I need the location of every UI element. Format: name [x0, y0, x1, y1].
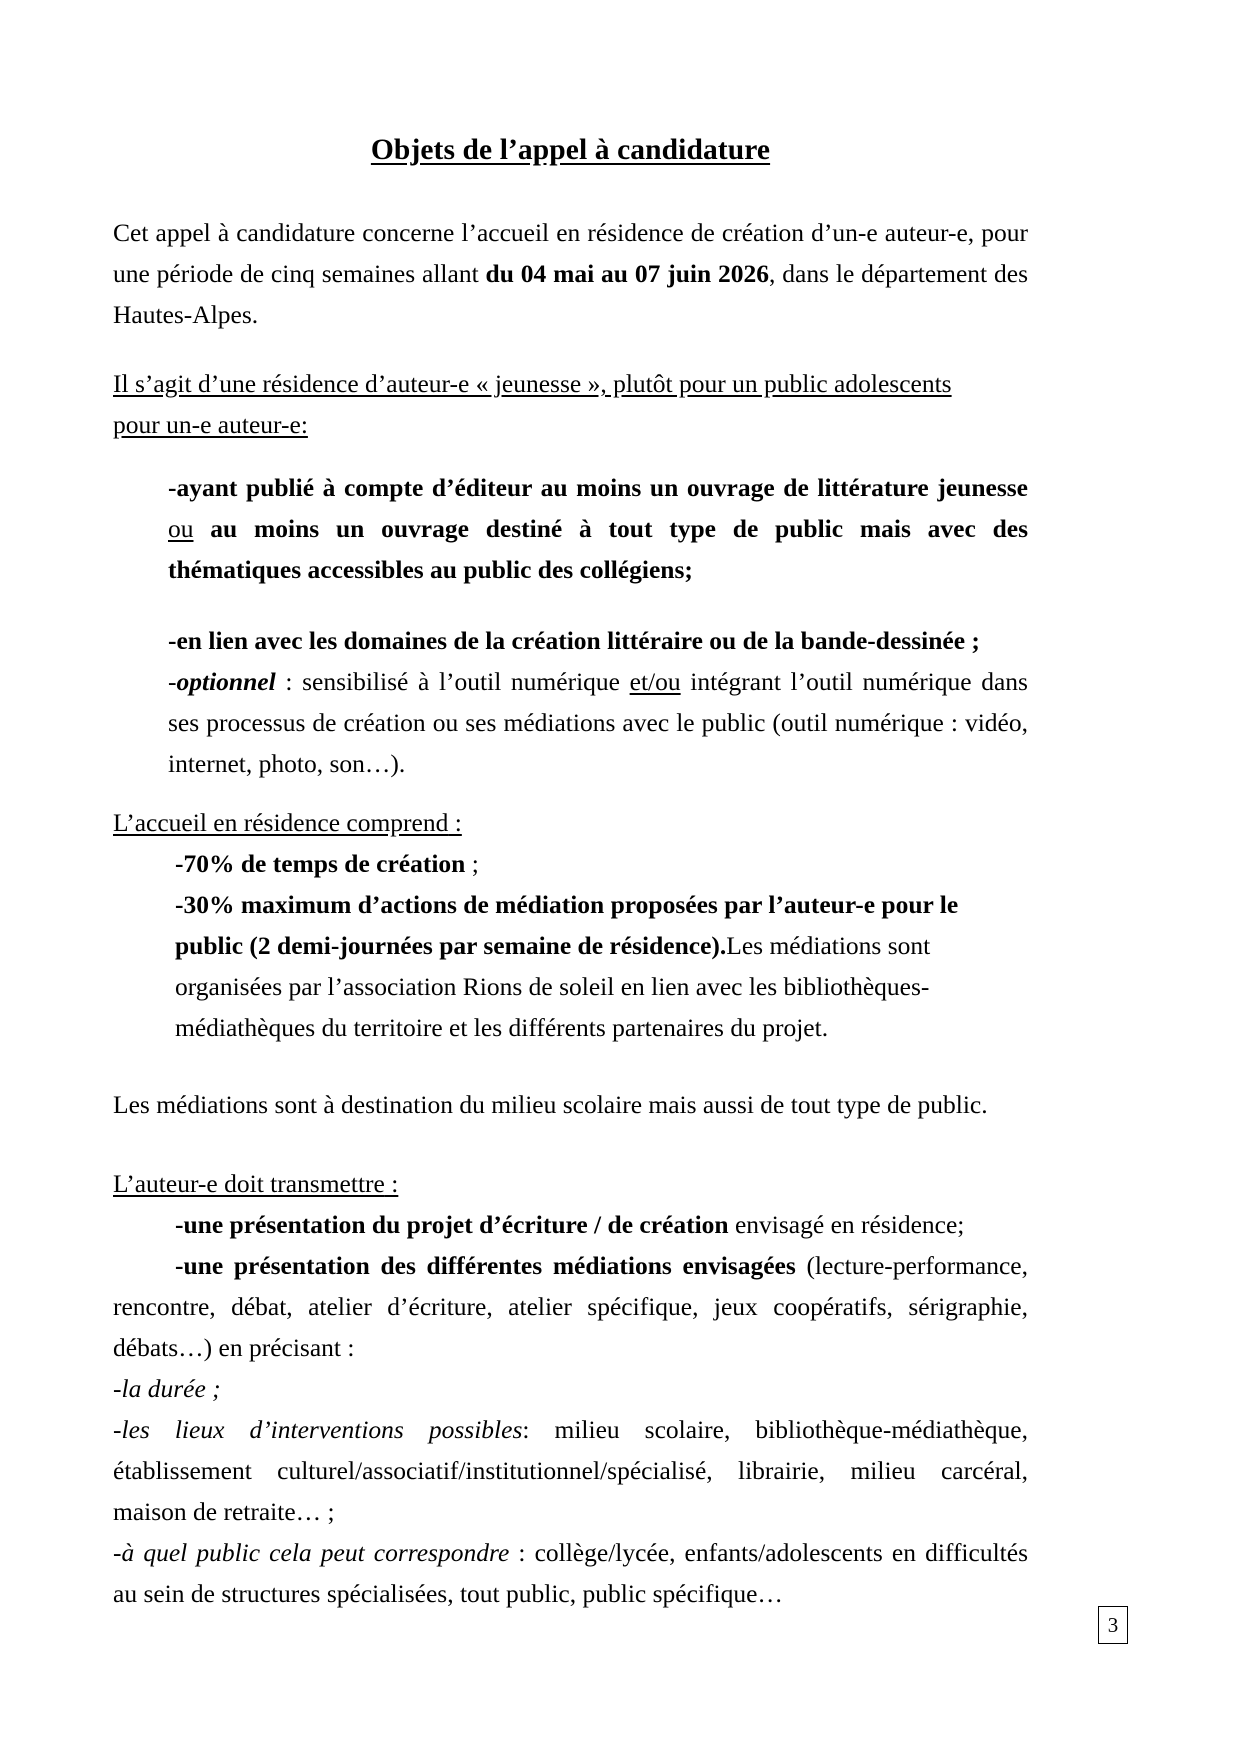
- intro-text-part1: Cet appel à candidature concerne l’accueil en résidence de création d’un-e auteur-e, pour une période de cinq semaines allant: [113, 218, 1028, 288]
- accueil-heading: [113, 802, 1028, 843]
- residence-heading-line2: pour un-e auteur-e:: [113, 410, 308, 439]
- transmettre-item-1: [113, 1204, 1028, 1245]
- intro-paragraph: [113, 212, 1028, 335]
- accueil-heading-text: L’accueil en résidence comprend: [113, 808, 449, 837]
- page-number: 3: [1107, 1612, 1119, 1637]
- bullet-2-etou: et/ou: [629, 667, 681, 696]
- transmettre-heading-colon: :: [384, 1169, 399, 1198]
- accueil-heading-colon: :: [448, 808, 462, 837]
- bullet-2-paragraph: [168, 661, 1028, 784]
- bullet-2-bold-line: [168, 620, 1028, 661]
- bullet-2-text-b: intégrant l’outil numérique dans ses processus de création ou ses médiations avec le public (outil numérique : vidéo, internet, photo, son…).: [168, 667, 1028, 778]
- transmettre-sub-2-italic: -les lieux d’interventions possibles: [113, 1415, 523, 1444]
- transmettre-sub-2-tail: : milieu scolaire, bibliothèque-médiathèque, établissement culturel/associatif/institutionnel/spécialisé, librairie, milieu carcéral, maison de retraite… ;: [113, 1415, 1029, 1526]
- transmettre-sub-1-italic: -la durée ;: [113, 1374, 221, 1403]
- accueil-item-2-tail: Les médiations sont organisées par l’association Rions de soleil en lien avec les bibliothèques-médiathèques du territoire et les différents partenaires du projet.: [175, 931, 931, 1042]
- transmettre-sub-3-tail: : collège/lycée, enfants/adolescents en difficultés au sein de structures spécialisées, tout public, public spécifique…: [113, 1538, 1028, 1608]
- accueil-item-2: [175, 884, 975, 1048]
- document-body: [113, 0, 1028, 1614]
- transmettre-sub-2: [113, 1409, 1028, 1532]
- residence-bullet-1: [168, 467, 1028, 590]
- transmettre-item-1-tail: envisagé en résidence;: [728, 1210, 965, 1239]
- bullet-1-ou: ou: [168, 514, 194, 543]
- intro-dates: du 04 mai au 07 juin 2026: [485, 259, 770, 288]
- page-title: Objets de l’appel à candidature: [370, 134, 771, 166]
- transmettre-item-2-tail: (lecture-performance, rencontre, débat, atelier d’écriture, atelier spécifique, jeux coopératifs, sérigraphie, débats…) en précisant :: [113, 1251, 1028, 1362]
- accueil-item-1-bold: -70% de temps de création: [175, 849, 466, 878]
- transmettre-item-2-bold: -une présentation des différentes médiations envisagées: [175, 1251, 796, 1280]
- transmettre-item-1-bold: -une présentation du projet d’écriture / de création: [175, 1210, 729, 1239]
- bullet-2-text-a: : sensibilisé à l’outil numérique: [275, 667, 630, 696]
- bullet-2-bold-text: -en lien avec les domaines de la création littéraire ou de la bande-dessinée ;: [168, 626, 980, 655]
- accueil-item-2-bold: -30% maximum d’actions de médiation proposées par l’auteur-e pour le public (2 demi-journées par semaine de résidence).: [175, 890, 959, 960]
- bullet-1-text-b: au moins un ouvrage destiné à tout type de public mais avec des thématiques accessibles au public des collégiens;: [168, 514, 1028, 584]
- title-container: [113, 134, 1028, 167]
- accueil-items: [175, 843, 1028, 1048]
- transmettre-sub-1: [113, 1368, 1028, 1409]
- transmettre-sub-3: [113, 1532, 1028, 1614]
- residence-bullet-2: [168, 620, 1028, 784]
- mediations-note: Les médiations sont à destination du milieu scolaire mais aussi de tout type de public.: [113, 1090, 988, 1119]
- transmettre-item-2: [113, 1245, 1028, 1368]
- bullet-2-optionnel: optionnel: [176, 667, 276, 696]
- residence-heading-line2-wrap: [113, 404, 1028, 445]
- transmettre-heading: [113, 1163, 1028, 1204]
- residence-heading: [113, 363, 1028, 404]
- bullet-2-dash: -: [168, 667, 177, 696]
- bullet-1-text-a: -ayant publié à compte d’éditeur au moins un ouvrage de littérature jeunesse: [168, 473, 1028, 502]
- page-number-box: [1098, 1606, 1128, 1644]
- bullet-1-paragraph: [168, 467, 1028, 590]
- accueil-item-1-tail: ;: [465, 849, 479, 878]
- transmettre-sub-3-italic: -à quel public cela peut correspondre: [113, 1538, 510, 1567]
- accueil-item-1: [175, 843, 1028, 884]
- transmettre-heading-text: L’auteur-e doit transmettre: [113, 1169, 385, 1198]
- residence-heading-line1: Il s’agit d’une résidence d’auteur-e « jeunesse », plutôt pour un public adolescents: [113, 369, 952, 398]
- intro-text-part2: , dans le département des Hautes-Alpes.: [113, 259, 1028, 329]
